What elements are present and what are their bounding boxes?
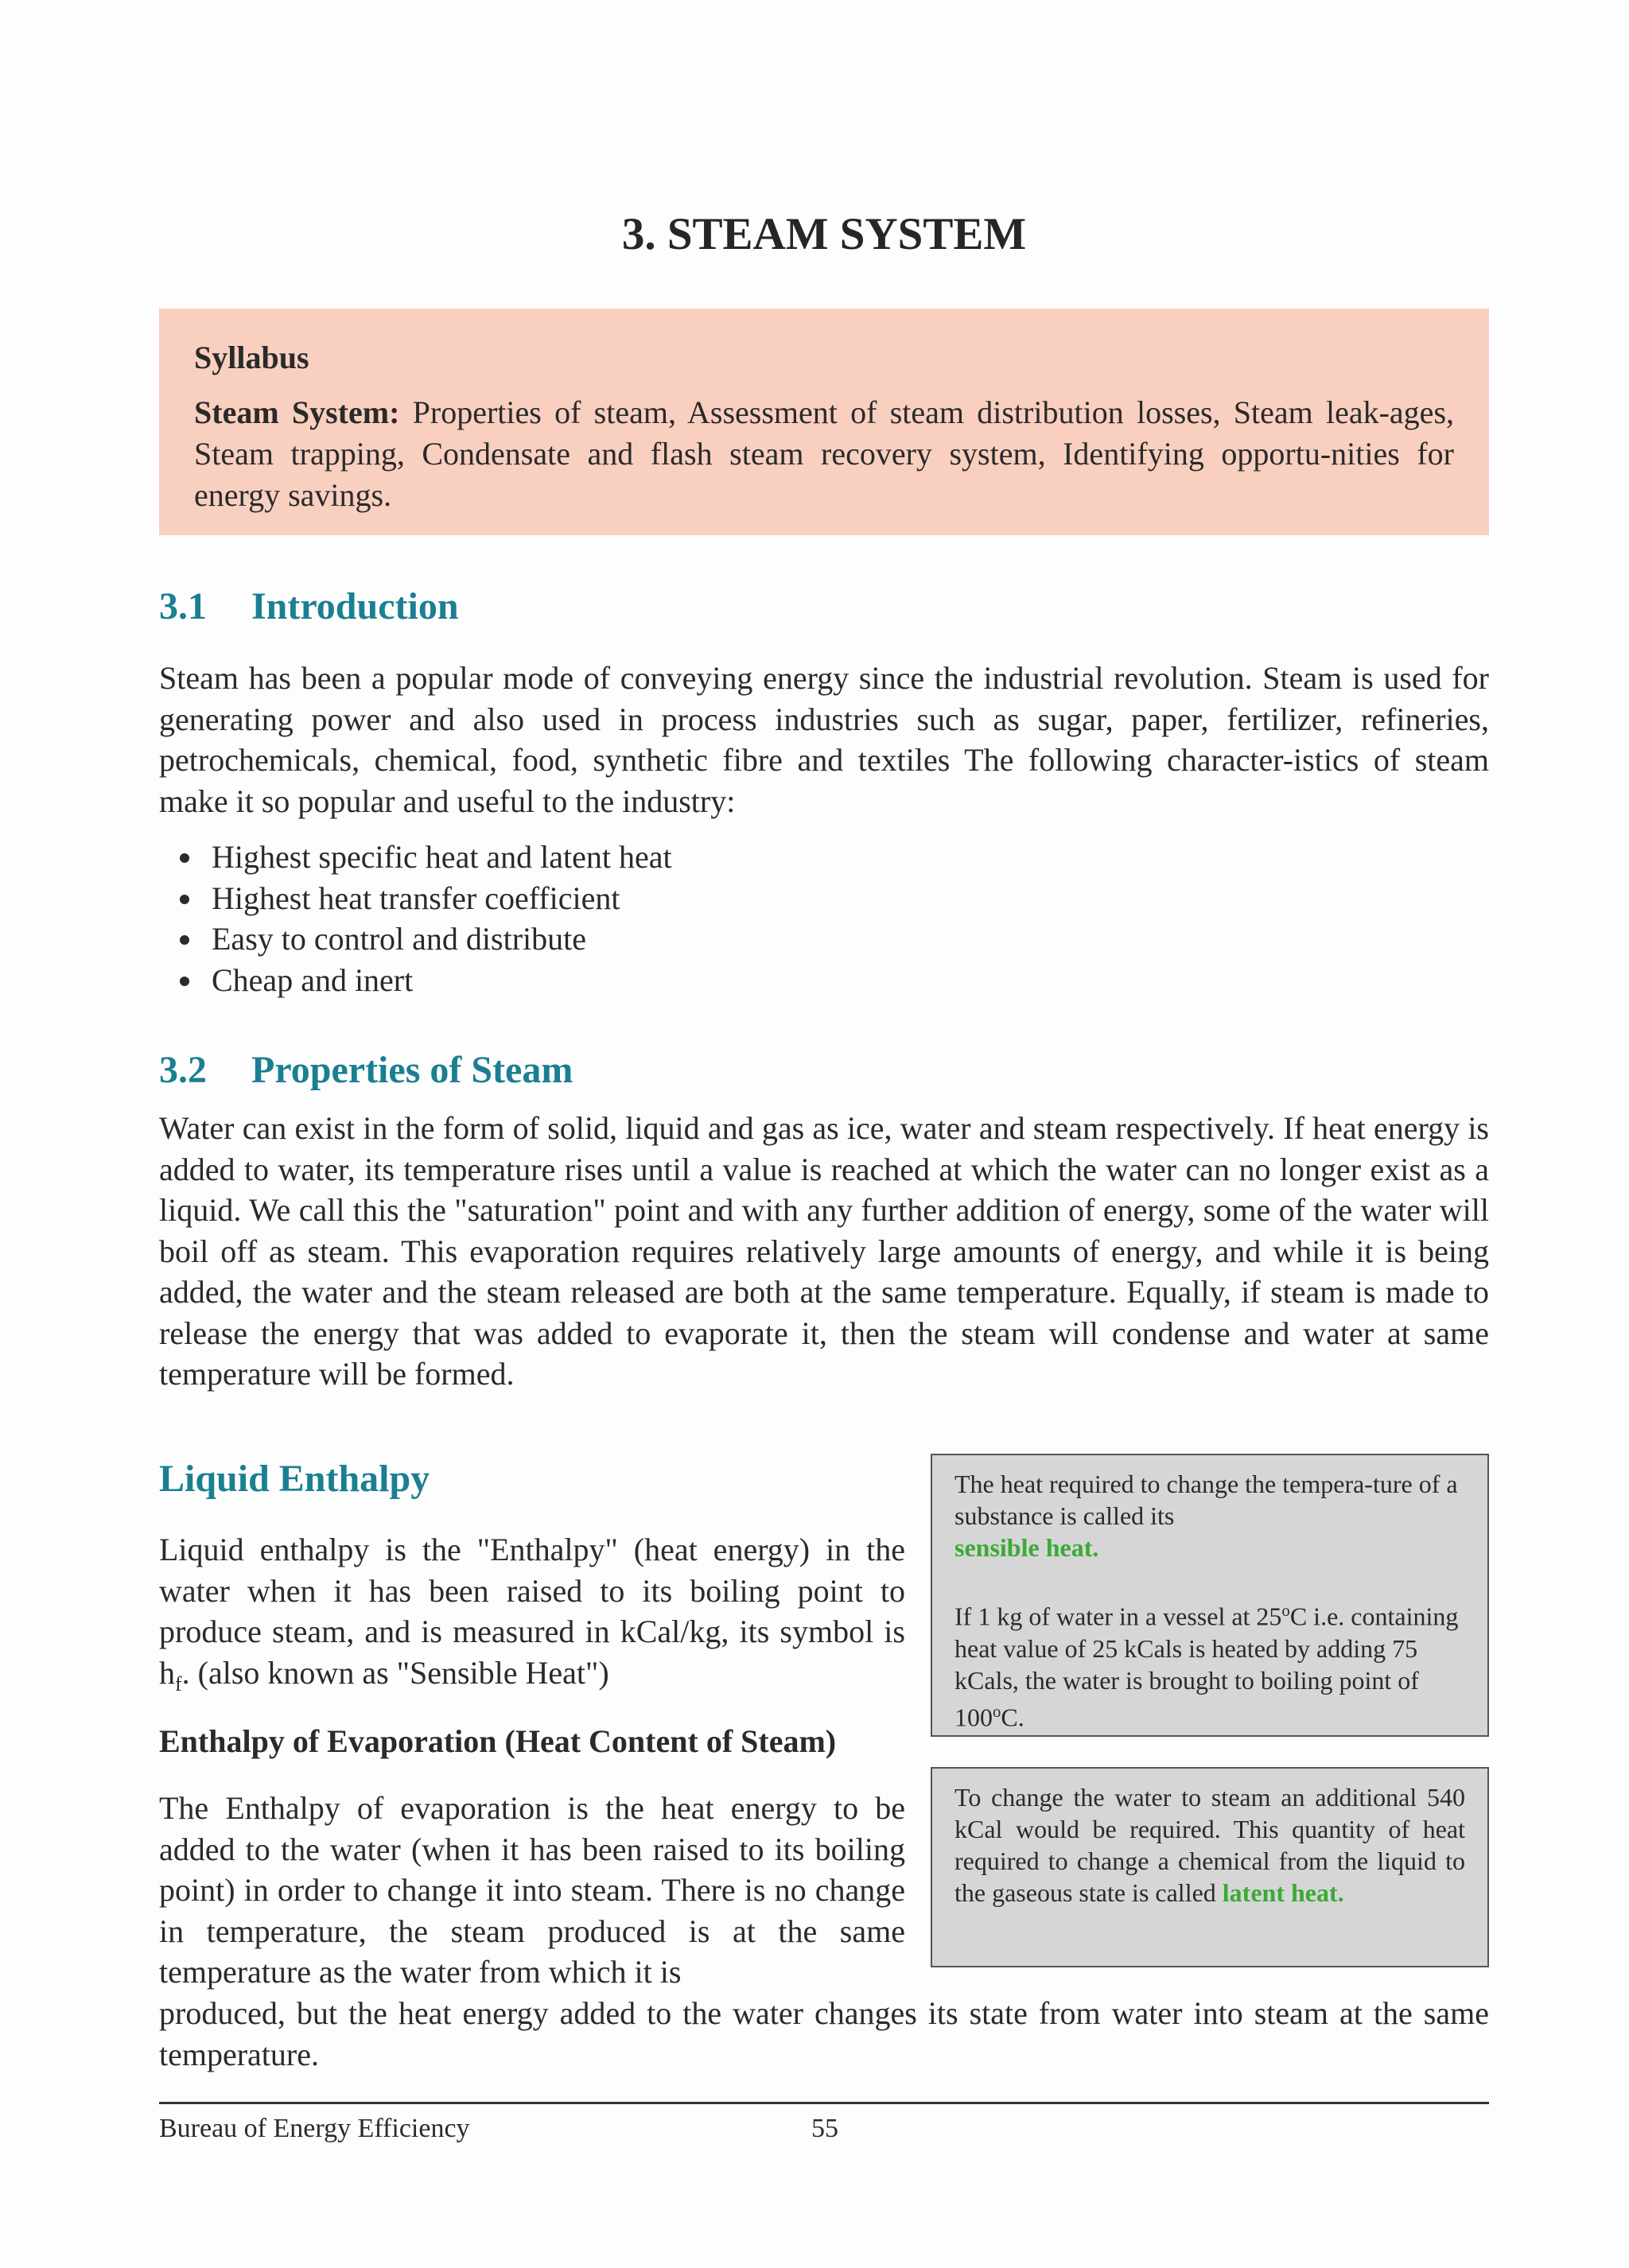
- evaporation-paragraph-column: The Enthalpy of evaporation is the heat energy to be added to the water (when it has been raised to its boiling point) in order to change it into steam. There is no change in temperature, the steam produced is at the same temperature as the water from which it is: [159, 1790, 905, 1990]
- footer-divider: [159, 2102, 1489, 2104]
- list-item: Highest specific heat and latent heat: [175, 837, 672, 878]
- page-number: 55: [811, 2114, 838, 2143]
- evaporation-paragraph-continued: produced, but the heat energy added to the water changes its state from water into steam at the same temperature.: [159, 1995, 1489, 2072]
- characteristics-list: [175, 837, 672, 1000]
- section-heading-properties: [159, 1048, 573, 1092]
- list-item: Easy to control and distribute: [175, 918, 672, 960]
- syllabus-topics: Properties of steam, Assessment of steam distribution losses, Steam leak-ages, Steam trapping, Condensate and flash steam recovery system, Identifying opportu-nities for energy savings.: [194, 394, 1455, 513]
- document-page: [159, 0, 1489, 2268]
- sensible-heat-note: The heat required to change the tempera-ture of a substance is called its sensible heat. If 1 kg of water in a vessel at 25$^o$C i.e. containing heat value of 25 kCals is heated by adding 75 kCals, the water is brought to boiling point of 100$^o$C.: [931, 1454, 1489, 1737]
- section-title: Introduction: [251, 585, 459, 627]
- syllabus-label: Steam System:: [194, 394, 400, 430]
- list-item: Highest heat transfer coefficient: [175, 878, 672, 919]
- footer-publisher: Bureau of Energy Efficiency: [159, 2114, 470, 2143]
- section-number: 3.2: [159, 1049, 207, 1091]
- chapter-title: 3. STEAM SYSTEM: [621, 209, 1027, 259]
- latent-heat-term: latent heat.: [1222, 1878, 1344, 1907]
- syllabus-heading: Syllabus: [194, 340, 309, 375]
- enthalpy-evaporation-heading: Enthalpy of Evaporation (Heat Content of Steam): [159, 1723, 837, 1759]
- syllabus-text: [194, 392, 1454, 516]
- intro-paragraph: Steam has been a popular mode of conveying energy since the industrial revolution. Steam is used for generating power and also used in process industries such as sugar, paper, fertilizer, refineries, petrochemicals, chemical, food, synthetic fibre and textiles The following character-istics of steam make it so popular and useful to the industry:: [159, 660, 1489, 819]
- section-number: 3.1: [159, 585, 207, 627]
- latent-heat-note: To change the water to steam an additional 540 kCal would be required. This quantity of heat required to change a chemical from the liquid to the gaseous state is called latent heat.: [931, 1767, 1489, 1967]
- sensible-heat-term: sensible heat.: [954, 1533, 1099, 1562]
- liquid-enthalpy-paragraph: Liquid enthalpy is the "Enthalpy" (heat energy) in the water when it has been raised to its boiling point to produce steam, and is measured in kCal/kg, its symbol is $h_f$. (also known as "Sensible Heat"): [159, 1532, 905, 1695]
- properties-paragraph: Water can exist in the form of solid, liquid and gas as ice, water and steam respectively. If heat energy is added to water, its temperature rises until a value is reached at which the water can no longer exist as a liquid. We call this the "saturation" point and with any further addition of energy, some of the water will boil off as steam. This evaporation requires relatively large amounts of energy, and while it is being added, the water and the steam released are both at the same temperature. Equally, if steam is made to release the energy that was added to evaporate it, then the steam will condense and water at same temperature will be formed.: [159, 1110, 1489, 1392]
- list-item: Cheap and inert: [175, 960, 672, 1001]
- section-title: Properties of Steam: [251, 1049, 573, 1091]
- liquid-enthalpy-heading: Liquid Enthalpy: [159, 1458, 430, 1500]
- syllabus-box: [159, 309, 1489, 535]
- section-heading-introduction: [159, 584, 459, 628]
